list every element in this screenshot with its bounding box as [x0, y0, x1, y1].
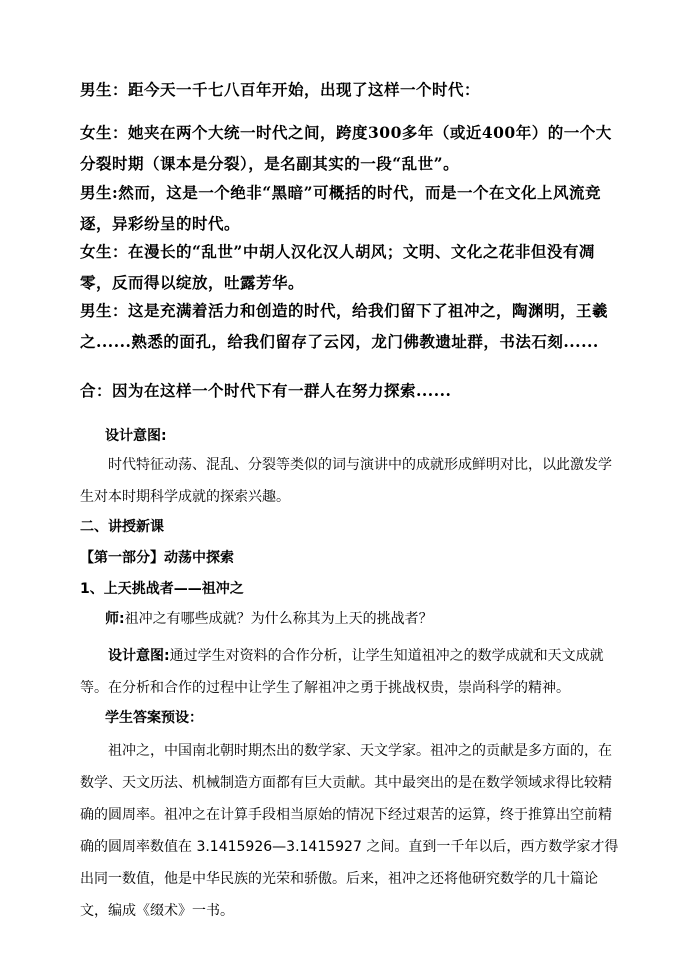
design-intent-2: [80, 640, 620, 704]
dialogue-line-5: 男生：这是充满着活力和创造的时代，给我们留下了祖冲之，陶渊明，王羲之......熟悉的面孔，给我们留存了云冈，龙门佛教遗址群，书法石刻......: [80, 301, 609, 351]
teacher-label: 师:: [105, 611, 125, 627]
dialogue-line-4: 女生：在漫长的“乱世”中胡人汉化汉人胡风；文明、文化之花非但没有凋零，反而得以绽放，吐露芳华。: [80, 242, 595, 292]
dialogue-line-2: 女生：她夹在两个大统一时代之间，跨度300多年（或近400年）的一个大分裂时期（课本是分裂），是名副其实的一段“乱世”。: [80, 123, 612, 173]
section-heading: 二、讲授新课: [80, 519, 164, 535]
teacher-text: 祖冲之有哪些成就？为什么称其为上天的挑战者？: [124, 611, 433, 627]
design-intent-1-text: 时代特征动荡、混乱、分裂等类似的词与演讲中的成就形成鲜明对比，以此激发学生对本时期科学成就的探索兴趣。: [80, 457, 612, 505]
dialogue-line-6: 合：因为在这样一个时代下有一群人在努力探索......: [80, 381, 452, 400]
design-intent-1-label: 设计意图:: [105, 428, 167, 444]
answer-text: 祖冲之，中国南北朝时期杰出的数学家、天文学家。祖冲之的贡献是多方面的，在数学、天文历法、机械制造方面都有巨大贡献。其中最突出的是在数学领域求得比较精确的圆周率。祖冲之在计算手段相当原始的情况下经过艰苦的运算，终于推算出空前精确的圆周率数值在 3.1415926—3.1415927 之间。直到一千年以后，西方数学家才得出同一数值，他是中华民族的光荣和骄傲。后来，祖冲之还将他研究数学的几十篇论文，编成《缀术》一书。: [80, 743, 619, 919]
design-intent-2-label: 设计意图:: [108, 648, 170, 664]
topic-heading: 1、上天挑战者——祖冲之: [80, 581, 244, 597]
teacher-question: [105, 603, 625, 635]
dialogue-line-1: 男生：距今天一千七八百年开始，出现了这样一个时代：: [80, 80, 481, 99]
part-heading: 【第一部分】动荡中探索: [80, 550, 234, 566]
answer-label: 学生答案预设：: [105, 710, 203, 726]
design-intent-2-text: 通过学生对资料的合作分析，让学生知道祖冲之的数学成就和天文成就等。在分析和合作的过程中让学生了解祖冲之勇于挑战权贵，崇尚科学的精神。: [80, 648, 604, 696]
dialogue-line-3: 男生:然而，这是一个绝非“黑暗”可概括的时代，而是一个在文化上风流竞逐，异彩纷呈的时代。: [80, 183, 602, 233]
